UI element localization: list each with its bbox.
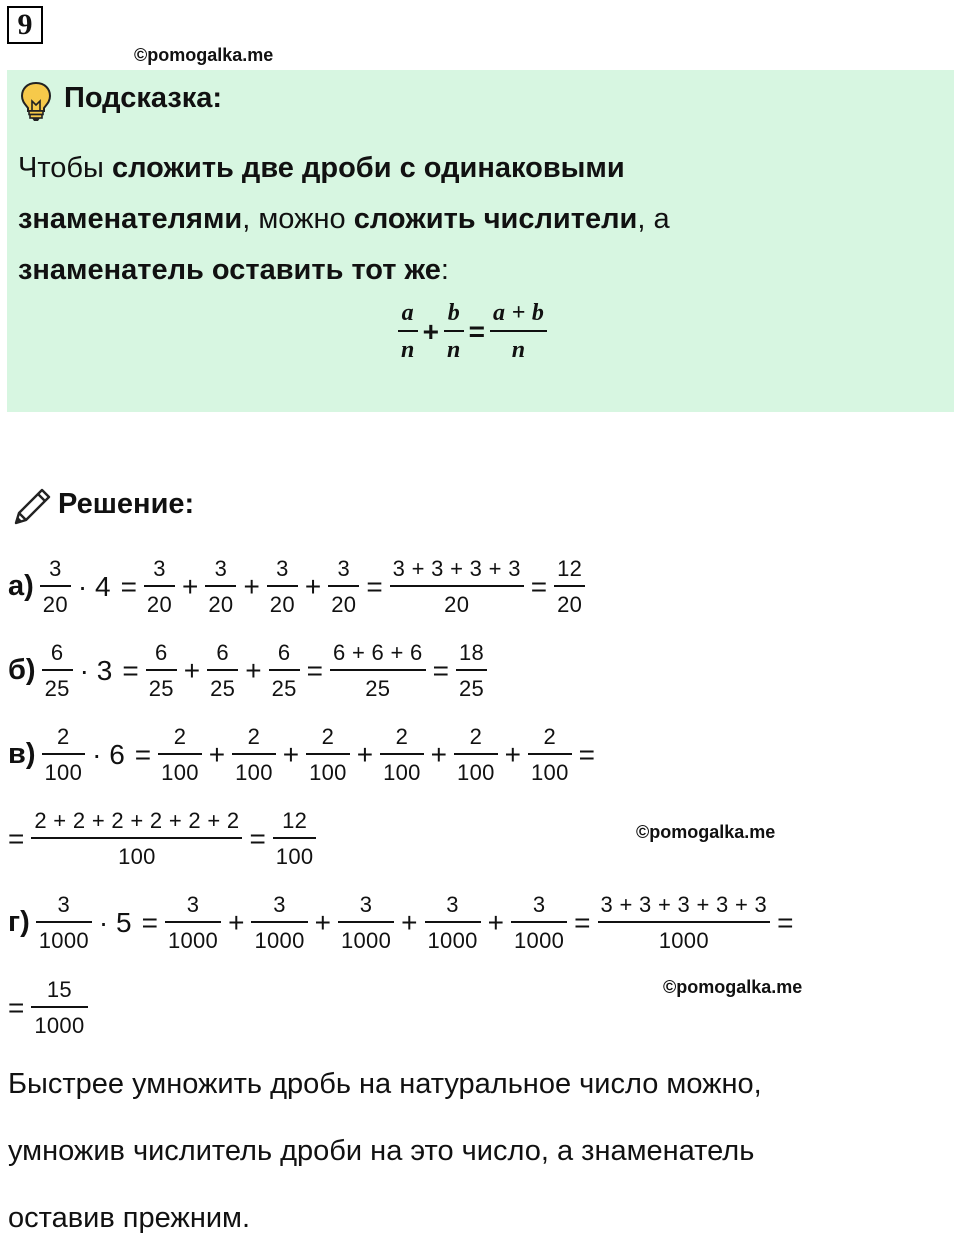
equals-sign: =: [8, 991, 25, 1023]
note-line-3: оставив прежним.: [8, 1202, 251, 1234]
fraction: $\frac{3}{20}$: [267, 556, 298, 617]
plus-sign: +: [208, 738, 226, 770]
hint-line-3: [18, 252, 449, 288]
equals-sign: =: [777, 906, 794, 938]
fraction: $\frac{3}{1000}$: [36, 892, 92, 953]
item-label: в): [8, 738, 36, 770]
fraction-a-n: $\frac{a}{n}$: [398, 300, 418, 363]
plus-sign: +: [356, 738, 374, 770]
equals-sign: =: [249, 822, 266, 854]
hint-text: Чтобы: [18, 152, 112, 184]
hint-text: :: [440, 254, 449, 286]
solution-row-d-continued: [8, 977, 90, 1038]
equals-sign: =: [306, 654, 324, 686]
solution-row-c: [8, 724, 600, 785]
plus-sign: +: [304, 570, 322, 602]
hint-bold: сложить числители: [353, 203, 638, 235]
fraction-sum: $\frac{3 + 3 + 3 + 3}{20}$: [390, 556, 524, 617]
fraction: $\frac{3}{20}$: [328, 556, 359, 617]
note-line-2: умножив числитель дроби на это число, а знаменатель: [8, 1135, 755, 1167]
plus-sign: +: [401, 906, 418, 938]
fraction: $\frac{3}{1000}$: [511, 892, 567, 953]
equals-sign: =: [122, 654, 139, 686]
watermark: ©pomogalka.me: [636, 822, 776, 842]
plus-sign: +: [228, 906, 245, 938]
equals-sign: =: [468, 315, 486, 347]
fraction: $\frac{3}{1000}$: [165, 892, 221, 953]
fraction: $\frac{3}{1000}$: [425, 892, 481, 953]
equals-sign: =: [432, 654, 449, 686]
fraction: $\frac{3}{20}$: [40, 556, 71, 617]
plus-sign: +: [487, 906, 505, 938]
fraction: $\frac{3}{1000}$: [251, 892, 307, 953]
fraction: $\frac{2}{100}$: [454, 724, 498, 785]
solution-row-b: [8, 640, 489, 701]
fraction-result: $\frac{12}{100}$: [273, 808, 317, 869]
fraction-sum: $\frac{6 + 6 + 6}{25}$: [330, 640, 426, 701]
plus-sign: +: [282, 738, 300, 770]
equals-sign: =: [366, 570, 383, 602]
pencil-icon: [10, 485, 54, 529]
equals-sign: =: [8, 822, 25, 854]
solution-row-d: [8, 892, 798, 953]
fraction: $\frac{2}{100}$: [158, 724, 202, 785]
fraction-b-n: $\frac{b}{n}$: [444, 300, 464, 363]
multiplier: · 6: [92, 738, 125, 770]
plus-sign: +: [422, 315, 440, 347]
fraction: $\frac{2}{100}$: [42, 724, 86, 785]
hint-bold: сложить две дроби с одинаковыми: [111, 152, 625, 184]
fraction: $\frac{6}{25}$: [146, 640, 177, 701]
hint-title: Подсказка:: [64, 82, 223, 114]
fraction-result: $\frac{18}{25}$: [456, 640, 487, 701]
plus-sign: +: [243, 570, 260, 602]
plus-sign: +: [245, 654, 262, 686]
plus-sign: +: [314, 906, 331, 938]
item-label: б): [8, 654, 36, 686]
fraction-sum: $\frac{2 + 2 + 2 + 2 + 2 + 2}{100}$: [31, 808, 242, 869]
fraction: $\frac{2}{100}$: [380, 724, 424, 785]
hint-line-2: [18, 201, 670, 237]
equals-sign: =: [530, 570, 548, 602]
task-number: 9: [7, 6, 43, 44]
solution-title: Решение:: [58, 488, 195, 520]
multiplier: · 4: [77, 570, 111, 602]
fraction: $\frac{6}{25}$: [269, 640, 300, 701]
hint-formula: [396, 300, 549, 363]
item-label: г): [8, 906, 30, 938]
fraction-result: $\frac{12}{20}$: [554, 556, 585, 617]
watermark: ©pomogalka.me: [663, 977, 803, 997]
fraction-sum: $\frac{a + b}{n}$: [490, 300, 547, 363]
hint-text: , а: [637, 203, 670, 235]
fraction: $\frac{3}{20}$: [144, 556, 175, 617]
lightbulb-icon: [17, 80, 55, 122]
watermark: ©pomogalka.me: [134, 45, 274, 65]
equals-sign: =: [578, 738, 595, 770]
equals-sign: =: [574, 906, 591, 938]
hint-line-1: [18, 150, 625, 186]
fraction: $\frac{6}{25}$: [42, 640, 73, 701]
plus-sign: +: [182, 570, 199, 602]
multiplier: · 3: [79, 654, 113, 686]
fraction: $\frac{2}{100}$: [528, 724, 572, 785]
plus-sign: +: [183, 654, 201, 686]
fraction: $\frac{2}{100}$: [232, 724, 276, 785]
fraction: $\frac{3}{20}$: [205, 556, 236, 617]
fraction: $\frac{3}{1000}$: [338, 892, 394, 953]
solution-row-a: [8, 556, 587, 617]
note-line-1: Быстрее умножить дробь на натуральное число можно,: [8, 1068, 762, 1100]
plus-sign: +: [504, 738, 521, 770]
hint-text: , можно: [242, 203, 354, 235]
fraction: $\frac{2}{100}$: [306, 724, 350, 785]
multiplier: · 5: [98, 906, 132, 938]
fraction-sum: $\frac{3 + 3 + 3 + 3 + 3}{1000}$: [598, 892, 771, 953]
solution-row-c-continued: [8, 808, 318, 869]
equals-sign: =: [134, 738, 152, 770]
equals-sign: =: [141, 906, 158, 938]
fraction: $\frac{6}{25}$: [207, 640, 238, 701]
hint-bold: знаменателями: [18, 203, 243, 235]
hint-bold: знаменатель оставить тот же: [18, 254, 441, 286]
equals-sign: =: [120, 570, 137, 602]
fraction-result: $\frac{15}{1000}$: [31, 977, 87, 1038]
plus-sign: +: [430, 738, 448, 770]
item-label: а): [8, 570, 34, 602]
